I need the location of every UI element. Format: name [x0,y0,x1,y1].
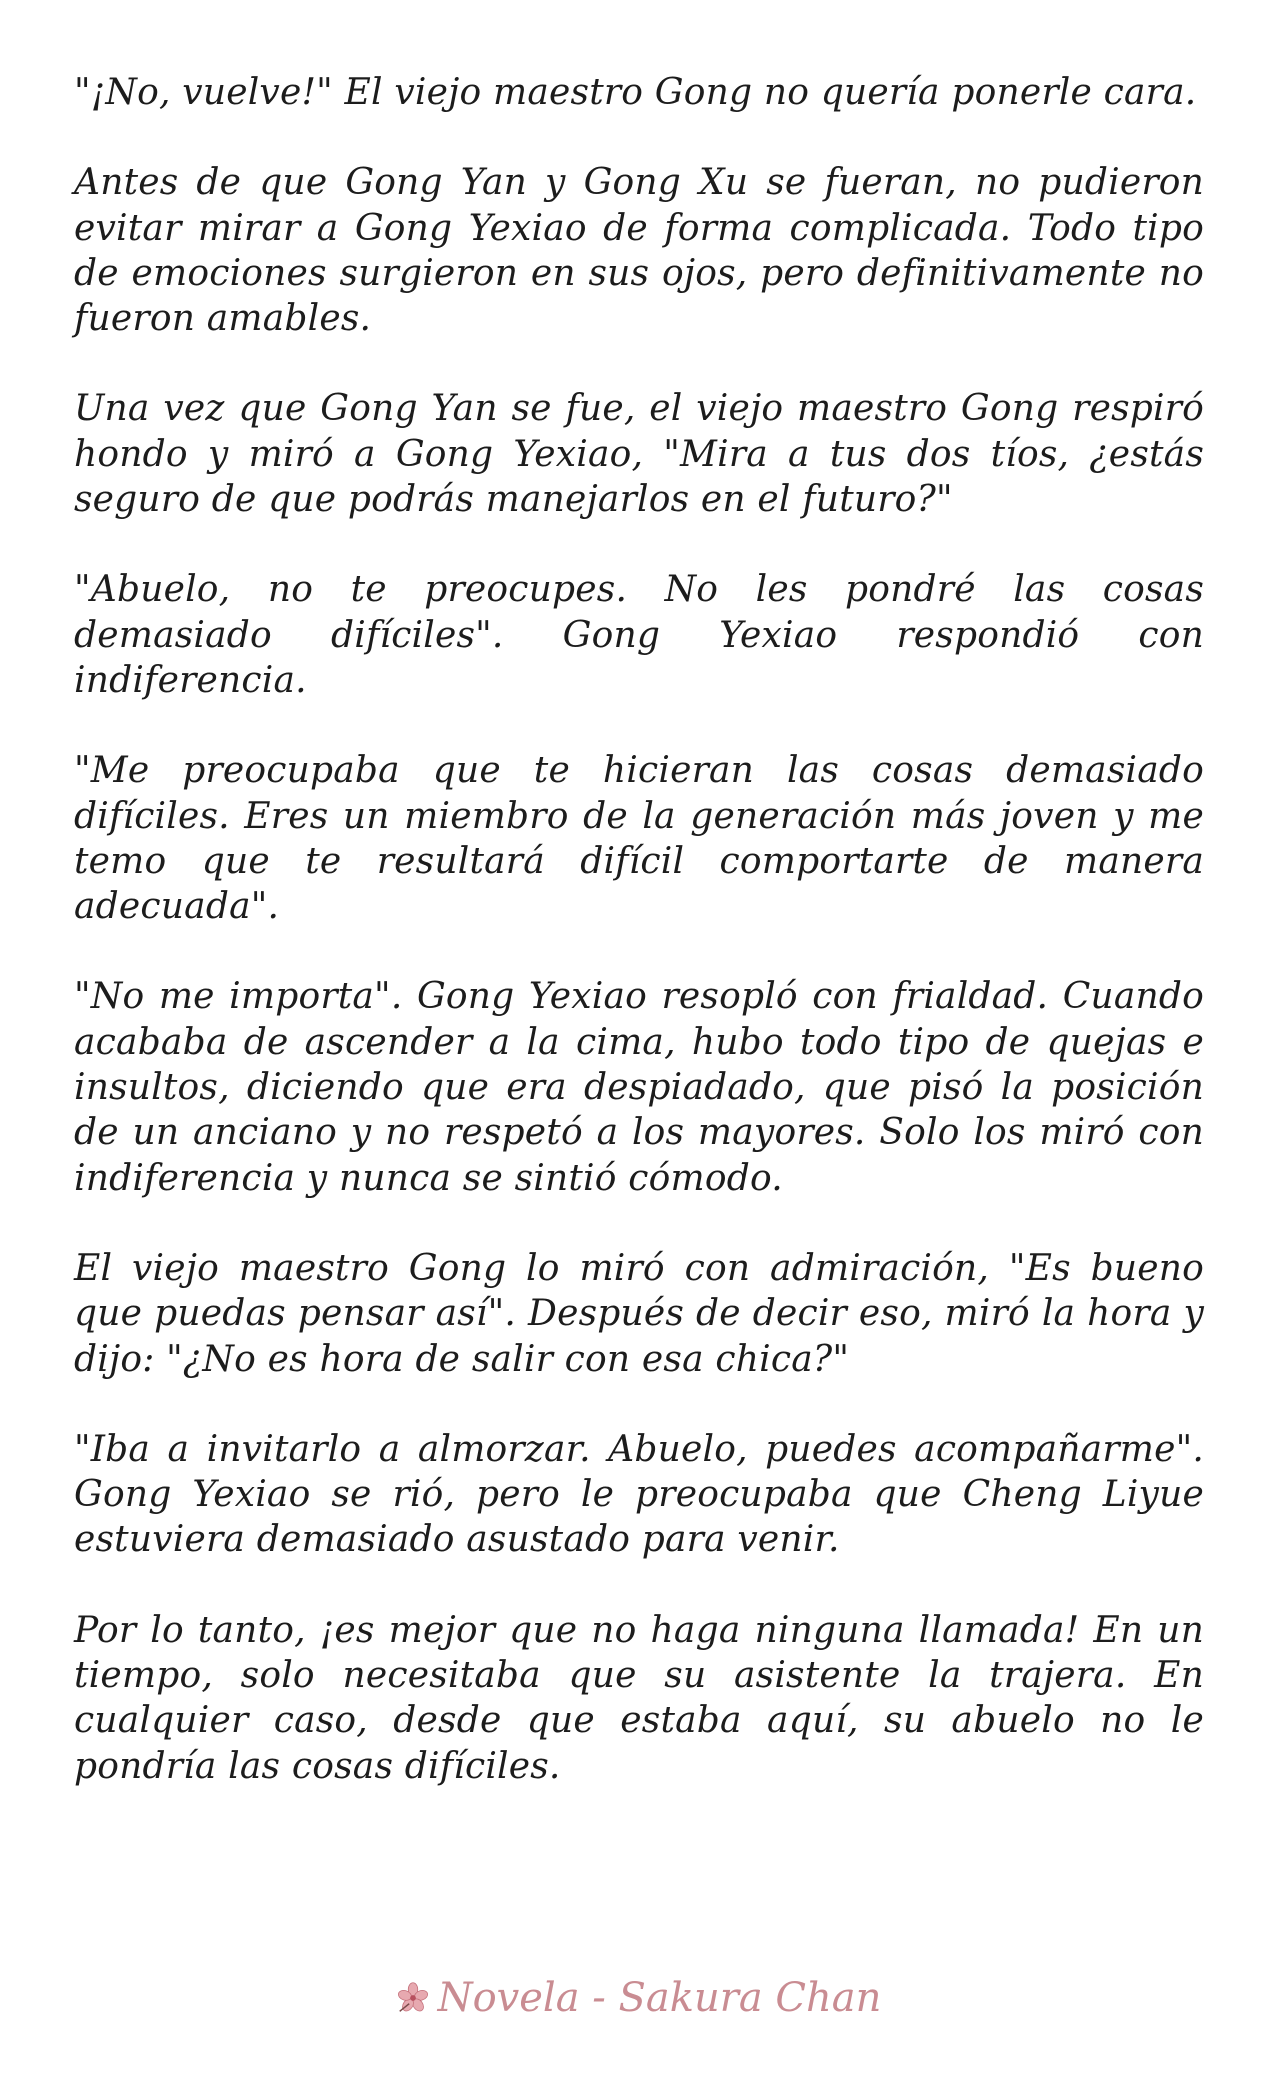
paragraph-1: "¡No, vuelve!" El viejo maestro Gong no quería ponerle cara. [74,72,1197,113]
paragraph-7: El viejo maestro Gong lo miró con admiración, "Es bueno que puedas pensar así". Después de decir eso, miró la hora y dijo: "¿No es hora de salir con esa chica?" [74,1247,1204,1380]
paragraph-6: "No me importa". Gong Yexiao resopló con frialdad. Cuando acababa de ascender a la cima, hubo todo tipo de quejas e insultos, diciendo que era despiadado, que pisó la posición de un anciano y no respetó a los mayores. Solo los miró con indiferencia y nunca se sintió cómodo. [74,976,1204,1199]
chapter-text [74,70,1204,1834]
paragraph-8: "Iba a invitarlo a almorzar. Abuelo, puedes acompañarme". Gong Yexiao se rió, pero le preocupaba que Cheng Liyue estuviera demasiado asustado para venir. [74,1428,1204,1561]
paragraph-2: Antes de que Gong Yan y Gong Xu se fueran, no pudieron evitar mirar a Gong Yexiao de forma complicada. Todo tipo de emociones surgieron en sus ojos, pero definitivamente no fueron amables. [74,162,1204,340]
watermark [0,1975,1275,2027]
paragraph-9: Por lo tanto, ¡es mejor que no haga ninguna llamada! En un tiempo, solo necesitaba que su asistente la trajera. En cualquier caso, desde que estaba aquí, su abuelo no le pondría las cosas difíciles. [74,1609,1204,1787]
paragraph-4: "Abuelo, no te preocupes. No les pondré las cosas demasiado difíciles". Gong Yexiao respondió con indiferencia. [74,569,1204,701]
paragraph-3: Una vez que Gong Yan se fue, el viejo maestro Gong respiró hondo y miró a Gong Yexiao, "Mira a tus dos tíos, ¿estás seguro de que podrás manejarlos en el futuro?" [74,388,1204,521]
watermark-text: Novela - Sakura Chan [437,1975,882,2021]
cherry-blossom-icon [394,1979,432,2017]
watermark-inner [394,1975,882,2021]
paragraph-5: "Me preocupaba que te hicieran las cosas demasiado difíciles. Eres un miembro de la generación más joven y me temo que te resultará difícil comportarte de manera adecuada". [74,750,1204,928]
